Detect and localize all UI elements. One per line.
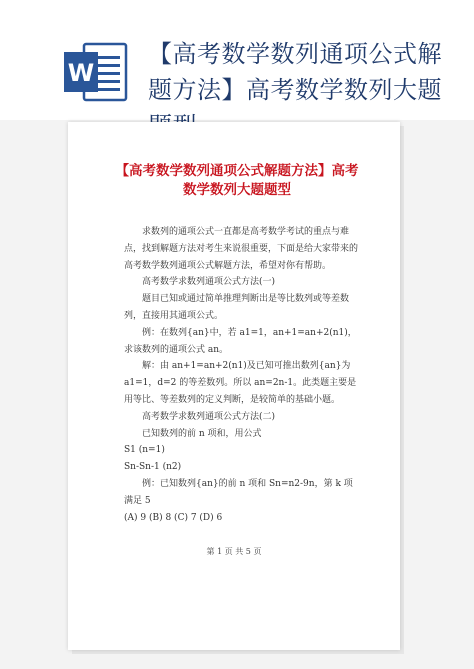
page-footer: 第 1 页 共 5 页: [206, 547, 262, 556]
word-document-icon: [64, 40, 128, 104]
word-icon-letter: W: [67, 59, 95, 87]
paragraph: S1 (n=1): [124, 445, 165, 456]
paragraph: 题目已知或通过简单推理判断出是等比数列或等差数列，直接用其通项公式。: [124, 294, 350, 321]
paragraph: 高考数学求数列通项公式方法(一): [142, 277, 276, 288]
paragraph: 求数列的通项公式一直都是高考数学考试的重点与难点，找到解题方法对考生来说很重要，下面是给大家带来的高考数学数列通项公式解题方法，希望对你有帮助。: [124, 227, 359, 271]
paragraph: Sn-Sn-1 (n2): [124, 462, 182, 473]
header-banner: [0, 0, 474, 120]
paragraph: 例：已知数列{an}的前 n 项和 Sn=n2-9n，第 k 项满足 5: [124, 478, 353, 506]
page-title: 【高考数学数列通项公式解题方法】高考数学数列大题: [148, 40, 442, 104]
paragraph: 解：由 an+1=an+2(n1)及已知可推出数列{an}为 a1=1，d=2 的等差数列。所以 an=2n-1。此类题主要是用等比、等差数列的定义判断，是较简单的基础小题。: [124, 361, 357, 405]
paragraph: 已知数列的前 n 项和，用公式: [142, 428, 262, 439]
paragraph: 例：在数列{an}中，若 a1=1，an+1=an+2(n1)，求该数列的通项公式 an。: [124, 327, 357, 355]
paragraph: (A) 9 (B) 8 (C) 7 (D) 6: [124, 512, 223, 523]
document-title: 【高考数学数列通项公式解题方法】高考数学数列大题题型: [115, 163, 359, 198]
document-body: [124, 224, 360, 526]
paragraph: 高考数学求数列通项公式方法(二): [142, 411, 276, 422]
